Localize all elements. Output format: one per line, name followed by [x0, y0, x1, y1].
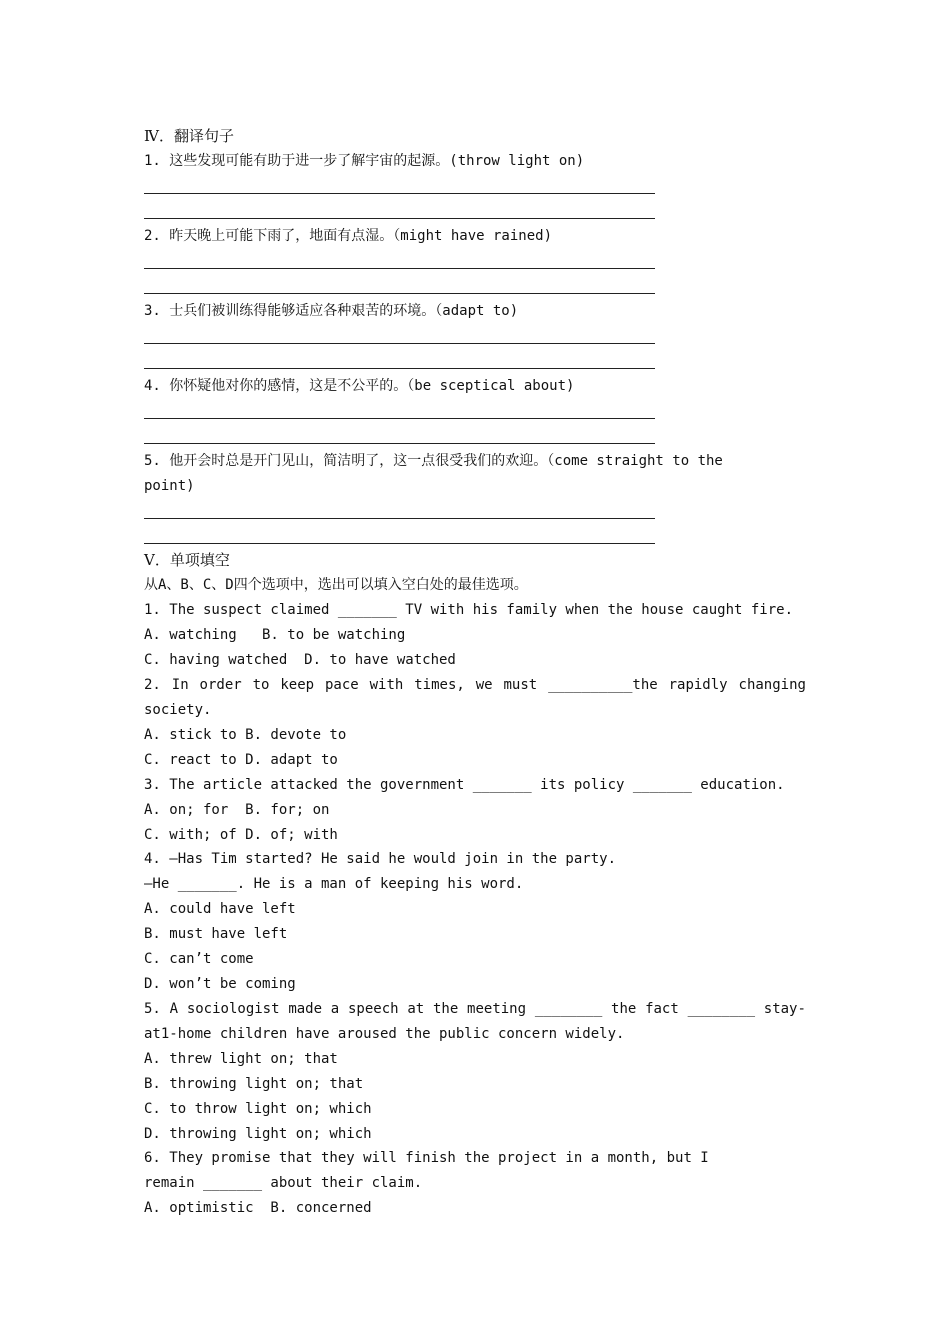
- stem-word: pace: [324, 677, 359, 693]
- question-3-stem: 3. The article attacked the government _______ its policy _______ education.: [144, 777, 785, 793]
- question-5-stem-line-2: at1-home children have aroused the public concern widely.: [144, 1026, 625, 1042]
- question-3-options-cd: C. with; of D. of; with: [144, 827, 338, 843]
- question-4-option-a: A. could have left: [144, 901, 296, 917]
- stem-word: order: [199, 677, 242, 693]
- question-2-stem: [144, 675, 806, 695]
- stem-word: speech: [348, 1001, 399, 1017]
- question-4-stem: 4. —Has Tim started? He said he would join in the party.: [144, 851, 617, 867]
- stem-word: the: [432, 1001, 459, 1017]
- translation-item-3: 3. 士兵们被训练得能够适应各种艰苦的环境。（adapt to): [144, 303, 519, 319]
- stem-word: changing: [738, 677, 806, 693]
- answer-line: [144, 443, 655, 444]
- stem-word: with: [369, 677, 404, 693]
- stem-word: In: [171, 677, 189, 693]
- stem-word: a: [330, 1001, 340, 1017]
- section-5-title: Ⅴ．单项填空: [144, 551, 230, 569]
- answer-line: [144, 543, 655, 544]
- stem-word: 2.: [144, 677, 161, 693]
- question-4-option-b: B. must have left: [144, 926, 288, 942]
- stem-word: must: [503, 677, 538, 693]
- question-6-stem-line-1: 6. They promise that they will finish the project in a month, but I: [144, 1150, 709, 1166]
- stem-word: the: [611, 1001, 637, 1017]
- stem-word: to: [252, 677, 270, 693]
- translation-item-5-line-2: point): [144, 478, 195, 494]
- stem-word: 5.: [144, 1001, 161, 1017]
- stem-word: keep: [280, 677, 315, 693]
- question-1-stem: 1. The suspect claimed _______ TV with his family when the house caught fire.: [144, 602, 794, 618]
- answer-line: [144, 193, 655, 194]
- question-2-options-ab: A. stick to B. devote to: [144, 727, 347, 743]
- question-5-stem: [144, 999, 806, 1019]
- section-4-title: Ⅳ．翻译句子: [144, 127, 234, 145]
- answer-line: [144, 293, 655, 294]
- section-5-instruction: 从A、B、C、D四个选项中，选出可以填入空白处的最佳选项。: [144, 577, 528, 593]
- stem-word: __________the: [548, 677, 658, 693]
- question-6-stem-line-2: remain _______ about their claim.: [144, 1175, 423, 1191]
- question-2-stem-line-2: society.: [144, 702, 212, 718]
- question-1-options-ab: A. watching B. to be watching: [144, 627, 406, 643]
- question-5-option-c: C. to throw light on; which: [144, 1101, 372, 1117]
- translation-item-5-line-1: 5. 他开会时总是开门见山，简洁明了，这一点很受我们的欢迎。（come straight to the: [144, 453, 723, 469]
- answer-line: [144, 218, 655, 219]
- question-3-options-ab: A. on; for B. for; on: [144, 802, 330, 818]
- translation-item-4: 4. 你怀疑他对你的感情，这是不公平的。（be sceptical about): [144, 378, 575, 394]
- question-4-option-c: C. can’t come: [144, 951, 254, 967]
- stem-word: times,: [414, 677, 465, 693]
- question-5-option-b: B. throwing light on; that: [144, 1076, 364, 1092]
- question-5-option-d: D. throwing light on; which: [144, 1126, 372, 1142]
- stem-word: we: [475, 677, 493, 693]
- question-4-reply: —He _______. He is a man of keeping his word.: [144, 876, 524, 892]
- stem-word: rapidly: [668, 677, 728, 693]
- stem-word: at: [407, 1001, 425, 1017]
- stem-word: fact: [645, 1001, 679, 1017]
- answer-line: [144, 518, 655, 519]
- answer-line: [144, 268, 655, 269]
- question-6-options-ab: A. optimistic B. concerned: [144, 1200, 372, 1216]
- question-2-options-cd: C. react to D. adapt to: [144, 752, 338, 768]
- translation-item-1: 1. 这些发现可能有助于进一步了解宇宙的起源。(throw light on): [144, 153, 585, 169]
- answer-line: [144, 418, 655, 419]
- stem-word: sociologist: [186, 1001, 280, 1017]
- stem-word: stay-: [763, 1001, 806, 1017]
- stem-word: A: [169, 1001, 179, 1017]
- answer-line: [144, 368, 655, 369]
- question-5-option-a: A. threw light on; that: [144, 1051, 338, 1067]
- answer-line: [144, 343, 655, 344]
- stem-word: meeting: [467, 1001, 527, 1017]
- question-1-options-cd: C. having watched D. to have watched: [144, 652, 456, 668]
- question-4-option-d: D. won’t be coming: [144, 976, 296, 992]
- translation-item-2: 2. 昨天晚上可能下雨了，地面有点湿。（might have rained): [144, 228, 553, 244]
- stem-word: made: [288, 1001, 323, 1017]
- stem-word: ________: [534, 1001, 603, 1017]
- stem-word: ________: [687, 1001, 755, 1017]
